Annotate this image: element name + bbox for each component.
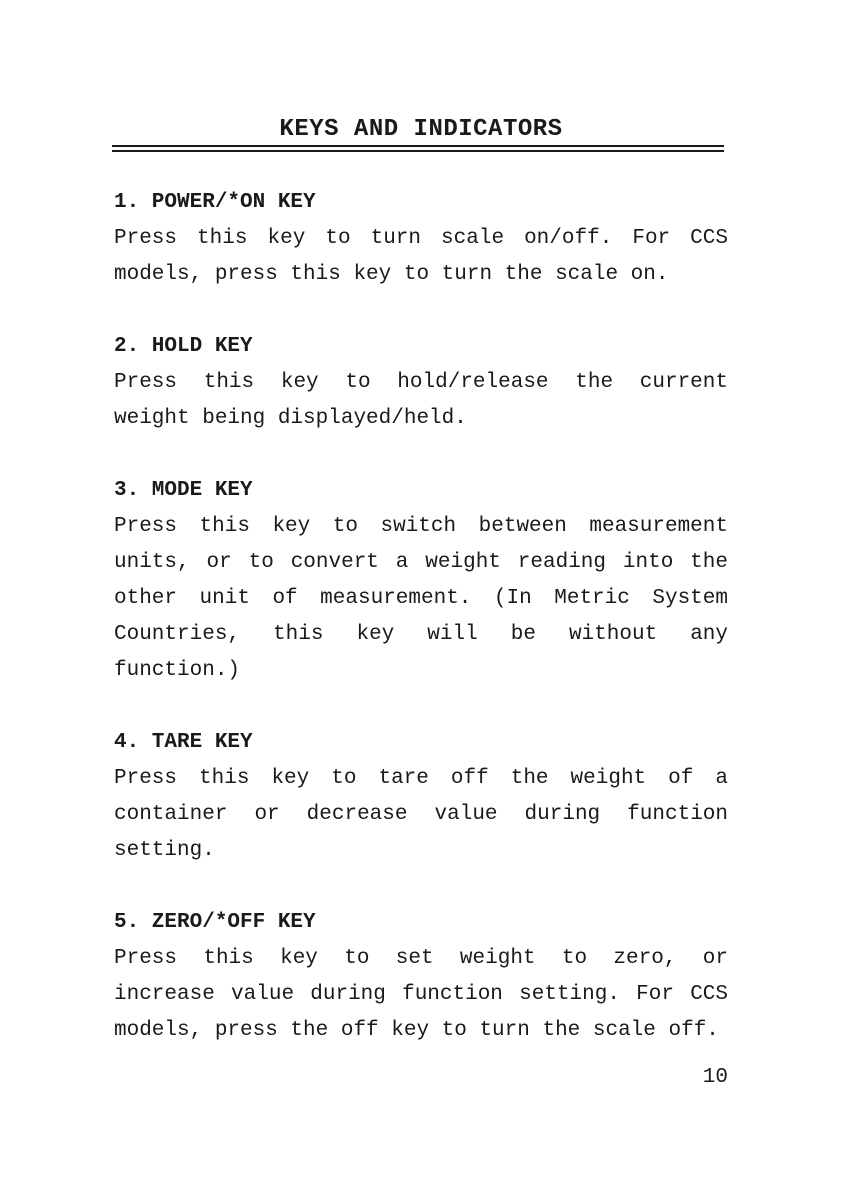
section-heading: 2. HOLD KEY xyxy=(114,335,253,358)
section-mode-key xyxy=(114,473,728,689)
page-title: KEYS AND INDICATORS xyxy=(279,116,563,143)
page-number: 10 xyxy=(702,1066,728,1089)
section-body: Press this key to turn scale on/off. For CCS models, press this key to turn the scale on. xyxy=(114,227,728,286)
section-body: Press this key to set weight to zero, or increase value during function setting. For CCS models, press the off key to turn the scale off. xyxy=(114,947,728,1042)
section-body: Press this key to switch between measurement units, or to convert a weight reading into the other unit of measurement. (In Metric System Countries, this key will be without any function.) xyxy=(114,515,728,682)
title-double-rule xyxy=(112,145,724,152)
section-heading: 4. TARE KEY xyxy=(114,731,253,754)
manual-page xyxy=(114,0,728,1191)
section-tare-key xyxy=(114,725,728,869)
section-hold-key xyxy=(114,329,728,437)
section-heading: 1. POWER/*ON KEY xyxy=(114,191,316,214)
section-body: Press this key to tare off the weight of a container or decrease value during function setting. xyxy=(114,767,728,862)
section-heading: 3. MODE KEY xyxy=(114,479,253,502)
section-zero-off-key xyxy=(114,905,728,1049)
section-body: Press this key to hold/release the current weight being displayed/held. xyxy=(114,371,728,430)
section-power-on-key xyxy=(114,185,728,293)
section-heading: 5. ZERO/*OFF KEY xyxy=(114,911,316,934)
